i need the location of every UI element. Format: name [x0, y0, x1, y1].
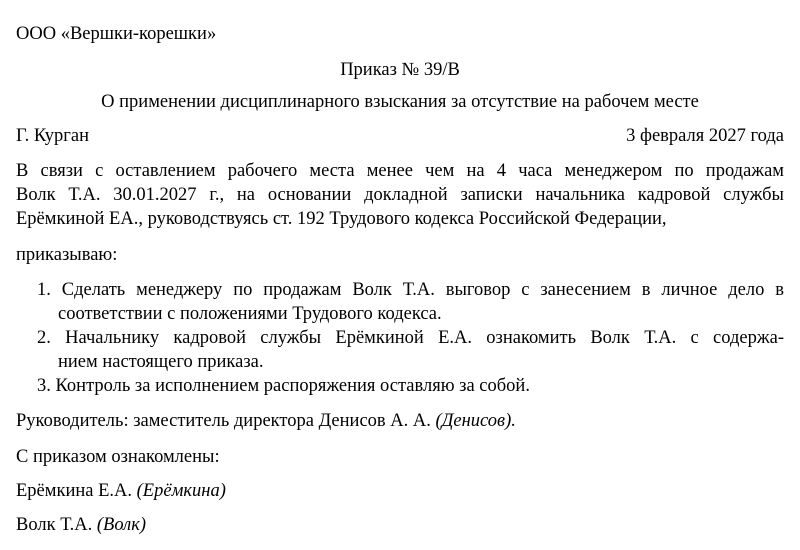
- order-city: Г. Курган: [16, 126, 90, 146]
- list-item: [37, 278, 784, 326]
- order-subject: О применении дисциплинарного взыскания за отсутствие на рабочем месте: [101, 92, 699, 112]
- list-item: [37, 326, 784, 374]
- acquainted-label: С приказом ознакомлены:: [16, 447, 220, 467]
- person-signature: (Ерёмкина): [136, 481, 226, 501]
- list-item-continuation: нием настоящего приказа.: [58, 352, 264, 372]
- document-page: [16, 0, 784, 550]
- head-signature-label: Руководитель: заместитель директора Денисов А. А.: [16, 411, 431, 431]
- list-item: [37, 374, 784, 398]
- intro-line-3: Ерёмкиной ЕА., руководствуясь ст. 192 Трудового кодекса Российской Федерации,: [16, 209, 667, 229]
- list-item-text: 3. Контроль за исполнением распоряжения оставляю за собой.: [37, 376, 530, 396]
- intro-line-1: В связи с оставлением рабочего места менее чем на 4 часа менеджером по продажам: [16, 161, 784, 181]
- company-name: ООО «Вершки-корешки»: [16, 24, 217, 44]
- acquainted-person-row: [16, 513, 784, 537]
- order-word: приказываю:: [16, 245, 118, 265]
- acquainted-person-row: [16, 479, 784, 503]
- list-item-text: 1. Сделать менеджеру по продажам Волк Т.А. выговор с занесением в личное дело в: [37, 280, 784, 300]
- head-signature-row: [16, 409, 784, 433]
- head-signature: (Денисов).: [435, 411, 516, 431]
- intro-line-2: Волк Т.А. 30.01.2027 г., на основании докладной записки начальника кадровой службы: [16, 185, 784, 205]
- person-name: Ерёмкина Е.А.: [16, 481, 133, 501]
- order-date: 3 февраля 2027 года: [626, 126, 784, 146]
- person-signature: (Волк): [96, 515, 147, 535]
- city-date-row: [16, 124, 784, 148]
- person-name: Волк Т.А.: [16, 515, 93, 535]
- list-item-text: 2. Начальнику кадровой службы Ерёмкиной Е.А. ознакомить Волк Т.А. с содержа-: [37, 328, 784, 348]
- list-item-continuation: соответствии с положениями Трудового кодекса.: [58, 304, 442, 324]
- order-title: Приказ № 39/В: [340, 60, 460, 80]
